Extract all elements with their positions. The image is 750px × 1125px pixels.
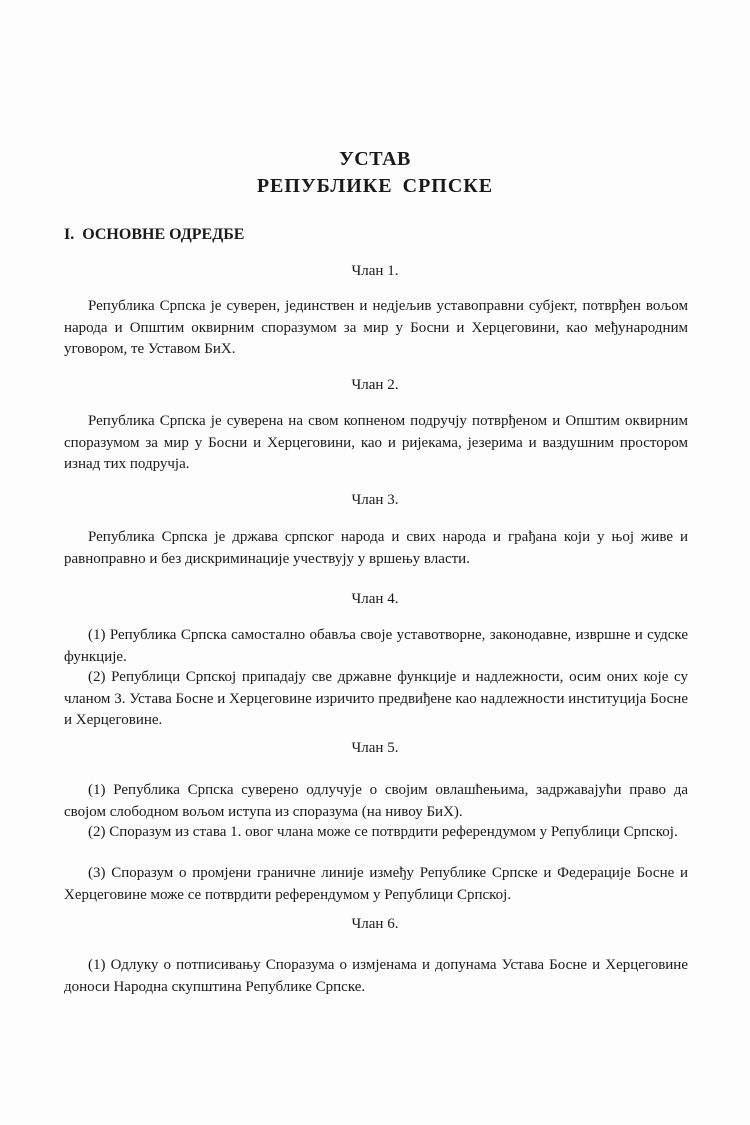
article-5-paragraph-3: (3) Споразум о промјени граничне линије између Републике Српске и Федерације Босне и Херцеговине може се потврдити референдумом у Републици Српској.	[64, 865, 688, 903]
section-heading	[64, 226, 244, 244]
article-5-paragraph-2: (2) Споразум из става 1. овог члана може се потврдити референдумом у Републици Српској.	[88, 824, 678, 840]
article-5-paragraph-1: (1) Република Српска суверено одлучује о својим овлашћењима, задржавајући право да својом слободном вољом иступа из споразума (на нивоу БиХ).	[64, 782, 688, 820]
document-title: УСТАВ	[339, 148, 411, 170]
article-4-paragraph-2: (2) Републици Српској припадају све државне функције и надлежности, осим оних које су чланом 3. Устава Босне и Херцеговине изричито предвиђене као надлежности институција Босне и Херцеговине.	[64, 669, 688, 728]
article-label-4: Члан 4.	[351, 591, 399, 607]
article-label-5: Члан 5.	[351, 740, 399, 756]
article-label-6: Члан 6.	[351, 916, 399, 932]
article-label-1: Члан 1.	[351, 263, 399, 279]
article-6-paragraph-1: (1) Одлуку о потписивању Споразума о измјенама и допунама Устава Босне и Херцеговине доноси Народна скупштина Републике Српске.	[64, 957, 688, 995]
article-4-paragraph-1: (1) Република Српска самостално обавља своје уставотворне, законодавне, извршне и судске функције.	[64, 627, 688, 665]
article-1-paragraph-1: Република Српска је суверен, јединствен и недјељив уставоправни субјект, потврђен вољом народа и Општим оквирним споразумом за мир у Босни и Херцеговини, као међународним уговором, те Уставом БиХ.	[64, 298, 688, 357]
article-3-paragraph-1: Република Српска је држава српског народа и свих народа и грађана који у њој живе и равноправно и без дискриминације учествују у вршењу власти.	[64, 529, 688, 567]
article-label-2: Члан 2.	[351, 377, 399, 393]
article-label-3: Члан 3.	[351, 492, 399, 508]
article-2-paragraph-1: Република Српска је суверена на свом копненом подручју потврђеном и Општим оквирним споразумом за мир у Босни и Херцеговини, као и ријекама, језерима и ваздушним простором изнад тих подручја.	[64, 413, 688, 472]
document-subtitle: РЕПУБЛИКЕ СРПСКЕ	[256, 175, 494, 197]
section-number: I.	[64, 226, 75, 243]
section-title: ОСНОВНЕ ОДРЕДБЕ	[82, 226, 245, 243]
